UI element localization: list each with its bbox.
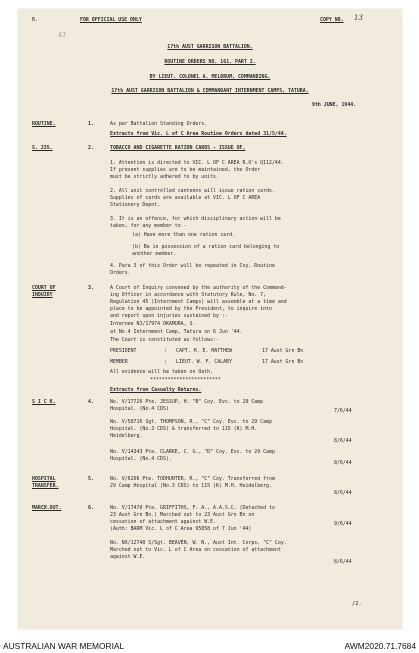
section-label-s235: S. 235. <box>32 145 53 151</box>
evidence-note: All evidence will be taken on Oath. <box>110 369 214 375</box>
routine-text: As per Battalion Standing Orders. <box>110 121 208 127</box>
section-label-hospital: TRANSFER. <box>32 483 59 489</box>
section-number: 5. <box>88 476 94 482</box>
marchout-line: 23 Aust Grn Bn.) Marched out to 23 Aust Grn Bn on <box>110 512 255 518</box>
section-label-routine: ROUTINE. <box>32 121 56 127</box>
faint-stamp: 43 <box>58 32 66 39</box>
s235-para3b-line: another member. <box>132 251 177 257</box>
archive-footer <box>0 639 419 653</box>
member-unit: 17 Aust Grn Bn <box>262 359 304 365</box>
document-page <box>18 9 402 629</box>
marchout-line: No. NX/12740 S/Sgt. BEAVEN, W. N., Aust Int. Corps, "C" Coy. <box>110 540 287 546</box>
inquiry-line: The Court is constituted as follows:- <box>110 337 219 343</box>
s235-para2-line: Supplies of cards are available at VIC. L OF C AREA <box>110 195 261 201</box>
s235-para1-line: 1. Attention is directed to VIC. L OF C AREA R.O's Q112/44. <box>110 160 284 166</box>
section-number: 2. <box>88 145 94 151</box>
section-label-marchout: MARCH.OUT. <box>32 505 62 511</box>
sick-entry-line: Hospital. (No.3 CDS) & transferred to 115 (K) M.H. <box>110 426 258 432</box>
hospital-date: 8/6/44 <box>334 490 352 496</box>
inquiry-line: place to be appointed by the President, to inquire into <box>110 306 272 312</box>
section-number: 3. <box>88 285 94 291</box>
section-number: 1. <box>88 121 94 127</box>
copy-number: 13 <box>354 14 363 22</box>
casualty-heading: Extracts from Casualty Returns. <box>110 387 202 393</box>
member-colon: : <box>164 359 167 365</box>
orders-title: ROUTINE ORDERS NO. 161. PART I. <box>164 59 256 65</box>
commanding-line: BY LIEUT. COLONEL A. MELDRUM, COMMANDING. <box>149 74 271 80</box>
sick-entry-line: Hospital. (No.4 CDS). <box>110 456 172 462</box>
inquiry-line: A Court of Inquiry convened by the authority of the Command- <box>110 285 287 291</box>
section-label-sick: S I C K. <box>32 399 56 405</box>
member-name: LIEUT. W. F. CALABY <box>176 359 232 365</box>
marchout-date: 9/6/44 <box>334 521 352 527</box>
s235-para3a: (a) Have more than one ration card. <box>132 232 236 238</box>
s235-para4-line: Orders. <box>110 270 131 276</box>
section-number: 6. <box>88 505 94 511</box>
hospital-line: 29 Camp Hospital (No.3 CDS) to 115 (K) M.H. Heidelberg. <box>110 483 272 489</box>
marchout-line: cessation of attachment against W.E. <box>110 519 216 525</box>
s235-para2-line: Stationery Depot. <box>110 202 161 208</box>
sick-entry-line: No. V/17726 Pte. JESSUP, H. "B" Coy. Evc. to 29 Camp <box>110 399 264 405</box>
marchout-line: Marched out to Vic. L of C Area on cessation of attachment <box>110 547 281 553</box>
inquiry-line: ing Officer in accordance with Statutory Rule, No. 7, <box>110 292 267 298</box>
page-continuation-marker: /2. <box>352 601 362 607</box>
archive-reference: AWM2020.71.7684 <box>344 641 416 651</box>
marchout-line: (Auth: BARM Vic. L of C Area 95858 of 7 Jun '44) <box>110 526 252 532</box>
copy-label: COPY NO. <box>320 17 344 23</box>
sick-entry-line: Heidelberg. <box>110 433 143 439</box>
inquiry-line: at No.4 Internment Camp, Tatura on 6 Jun '44. <box>110 329 243 335</box>
sick-entry-date: 8/6/44 <box>334 438 352 444</box>
sick-entry-date: 8/6/44 <box>334 460 352 466</box>
s235-para3b-line: (b) Be in possession of a ration card belonging to <box>132 244 280 250</box>
marchout-line: No. V/17470 Pte. GRIFFITHS, F. A., A.A.S.C. (Detached to <box>110 505 275 511</box>
s235-para2-line: 2. All unit controlled canteens will issue ration cards. <box>110 188 275 194</box>
s235-para3-line: 3. It is an offence, for which disciplinary action will be <box>110 216 281 222</box>
section-label-hospital: HOSPITAL <box>32 476 56 482</box>
member-role: MEMBER <box>110 359 128 365</box>
inquiry-line: and report upon injuries sustained by :- <box>110 313 228 319</box>
sick-entry-date: 7/6/44 <box>334 408 352 414</box>
inquiry-line: Regulation 45 (Internment Camps) will assemble at a time and <box>110 299 287 305</box>
marchout-line: against W.E. <box>110 554 146 560</box>
battalion-title: 17th AUST GARRISON BATTALION. <box>167 44 253 50</box>
classification: FOR OFFICIAL USE ONLY <box>80 17 142 23</box>
marchout-date: 8/6/44 <box>334 559 352 565</box>
archive-name: AUSTRALIAN WAR MEMORIAL <box>3 641 125 651</box>
president-colon: : <box>164 348 167 354</box>
page-letter: B. <box>32 17 38 23</box>
section-number: 4. <box>88 399 94 405</box>
president-name: CAPT. H. E. MATTHEW <box>176 348 232 354</box>
unit-line: 17th AUST GARRISON BATTALION & COMMANDANT INTERNMENT CAMPS, TATURA. <box>111 88 309 94</box>
hospital-line: No. V/6206 Pte. TODHUNTER, R., "C" Coy. Transferred from <box>110 476 275 482</box>
sick-entry-line: No. V/50716 Sgt. THOMPSON, R., "C" Coy. Evc. to 29 Camp <box>110 419 272 425</box>
order-date: 9th JUNE, 1944. <box>312 102 357 108</box>
s235-para1-line: If present supplies are to be maintained, the Order <box>110 167 261 173</box>
s235-para4-line: 4. Para 3 of this Order will be repeated in Coy. Routine <box>110 263 275 269</box>
s235-para3-line: taken, for any member to - <box>110 223 187 229</box>
sick-entry-line: Hospital. (No.4 CDS) <box>110 406 169 412</box>
section-label-inquiry: COURT OF <box>32 285 56 291</box>
inquiry-line: Internee NJ/17974 OKAMURA, S. <box>110 321 196 327</box>
section-label-inquiry: INQUIRY <box>32 292 53 298</box>
separator-stars: ************************ <box>150 377 221 383</box>
s235-heading: TOBACCO AND CIGARETTE RATION CARDS - ISSUE OF. <box>110 145 246 151</box>
president-role: PRESIDENT <box>110 348 137 354</box>
sick-entry-line: No. V/14343 Pte. CLARKE, C. G., "D" Coy. Evc. to 29 Camp <box>110 449 275 455</box>
extracts-heading: Extracts from Vic. L of C Area Routine Orders dated 31/5/44. <box>110 131 287 137</box>
president-unit: 17 Aust Grn Bn <box>262 348 304 354</box>
s235-para1-line: must be strictly adhered to by units. <box>110 174 219 180</box>
